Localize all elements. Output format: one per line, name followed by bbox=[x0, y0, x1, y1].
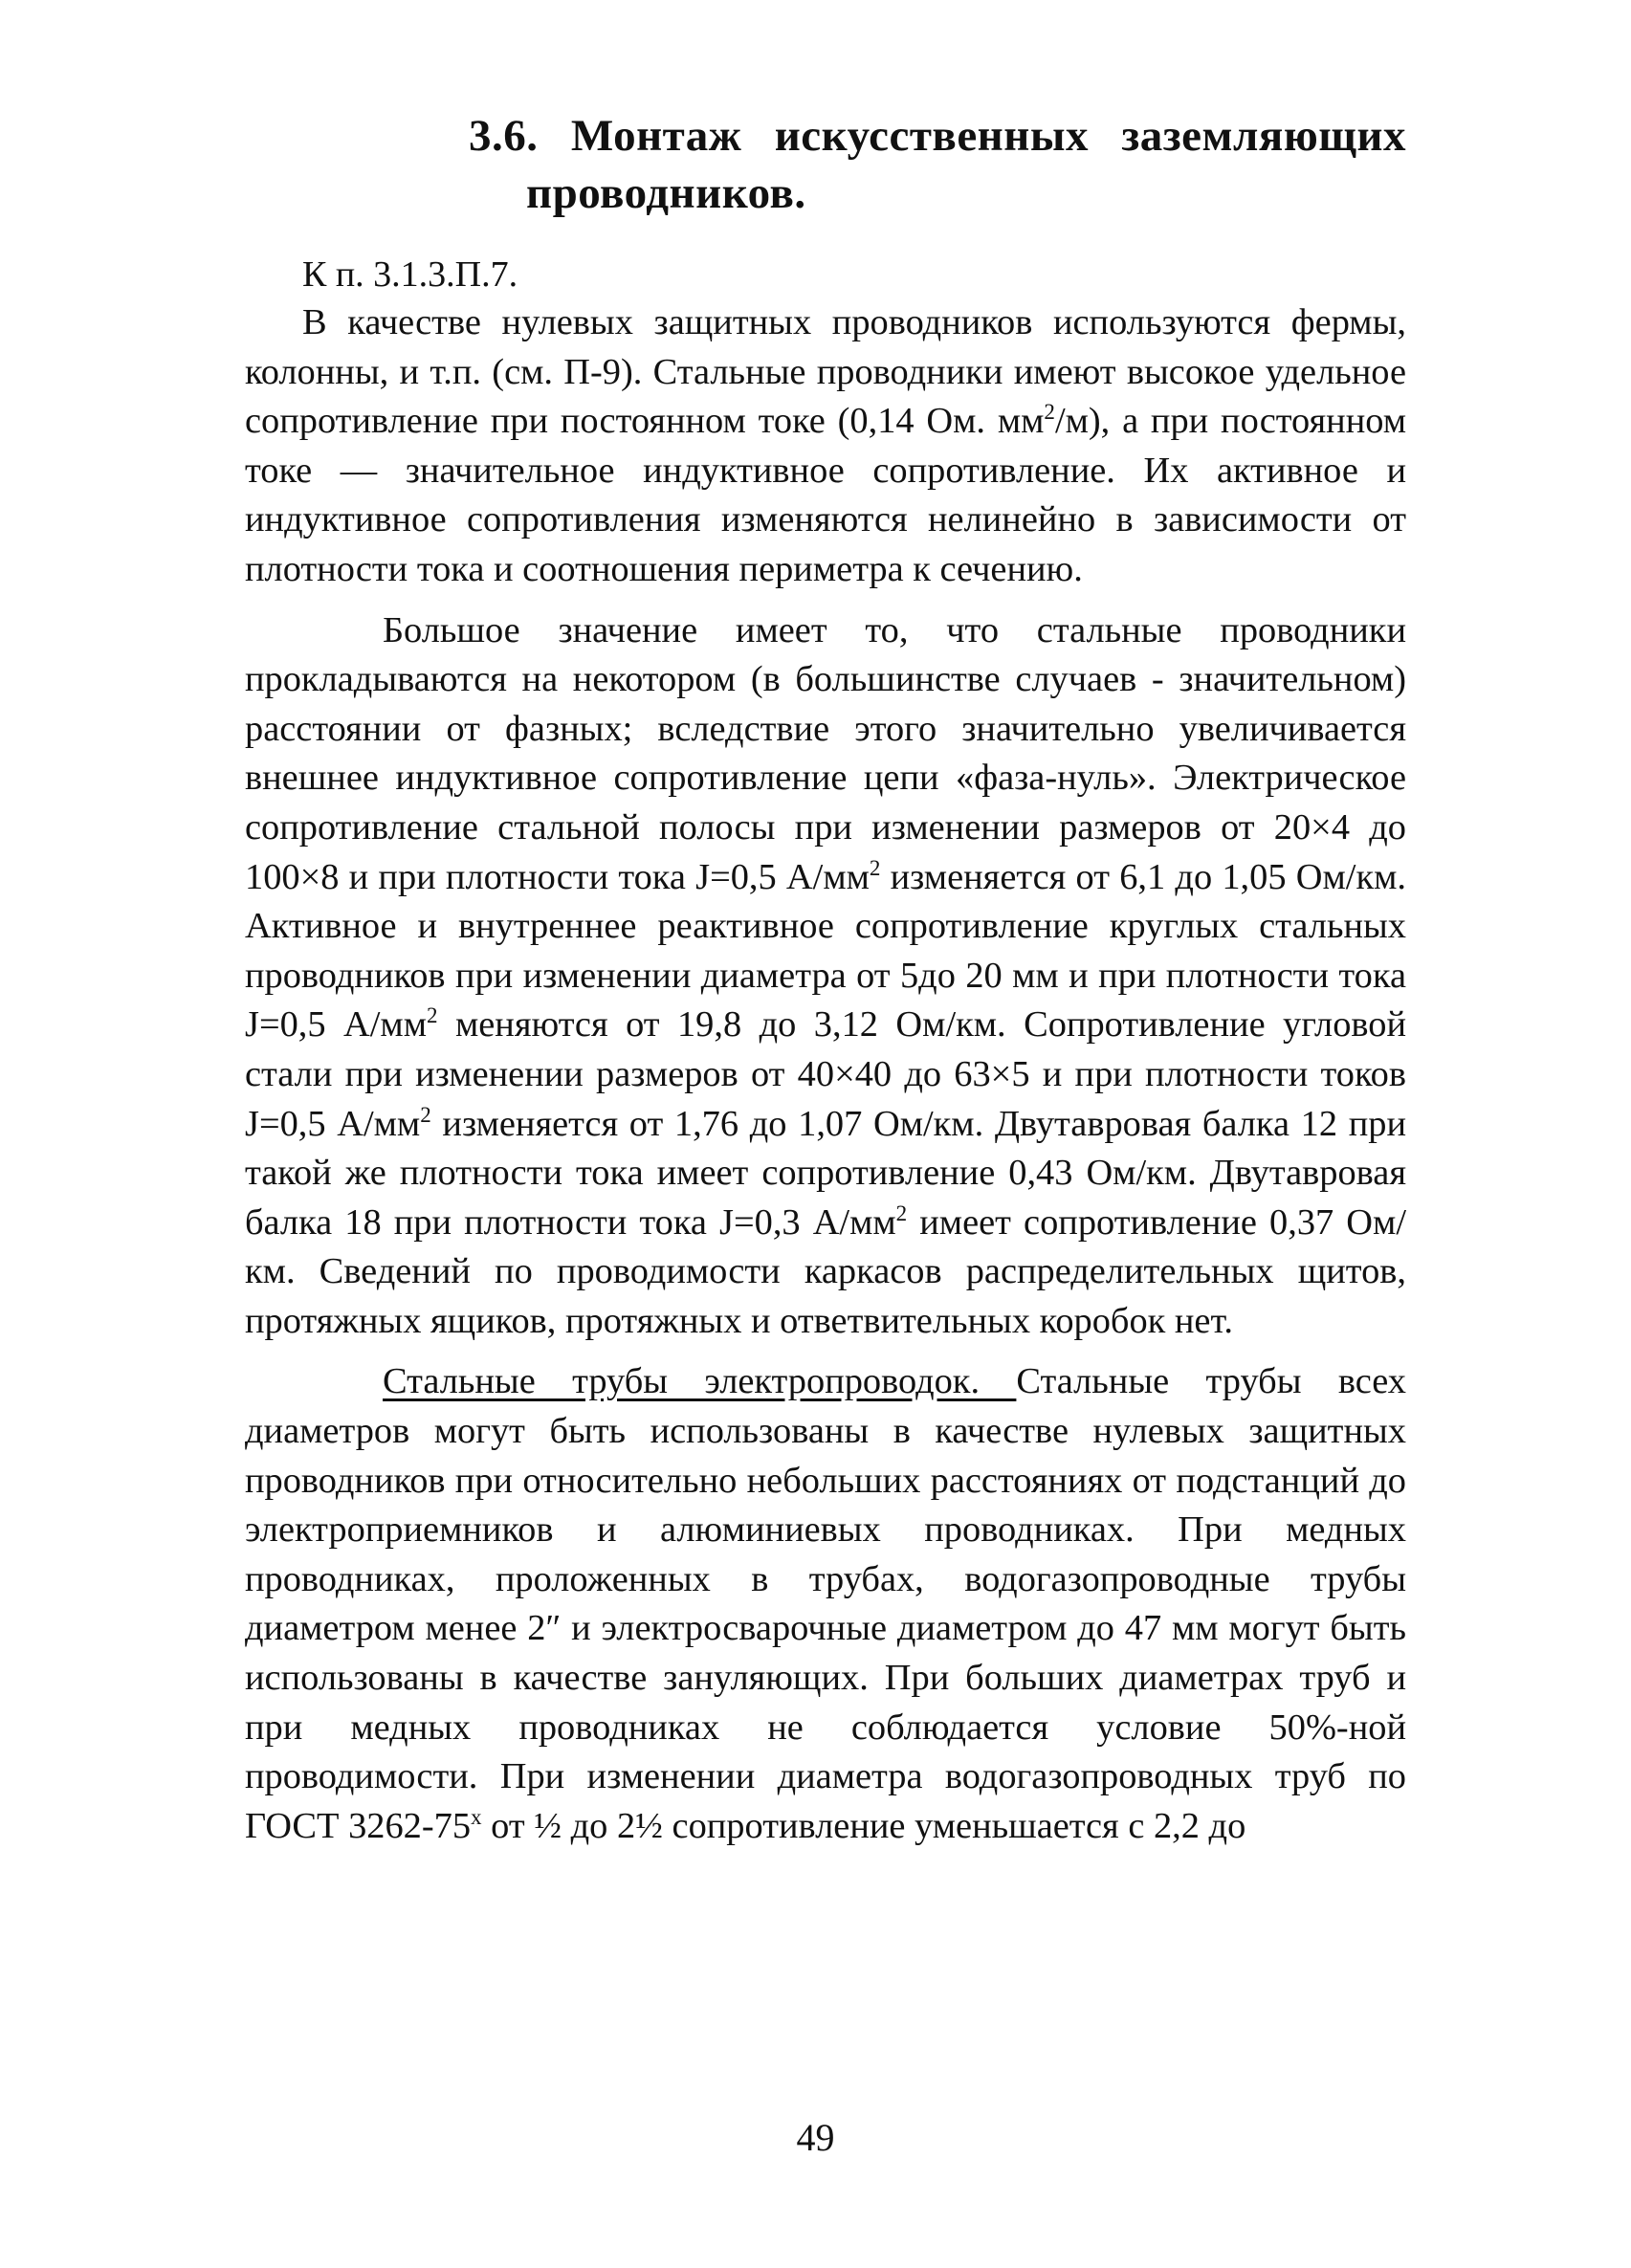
heading-word-3: заземляющих bbox=[1121, 111, 1406, 161]
paragraph-1-text-a: В качестве нулевых защитных проводников используются фермы, колонны, и т.п. (см. П-9). Стальные проводники имеют высокое удельное сопротивление при постоянном токе (0,14 Ом. мм bbox=[245, 302, 1406, 442]
superscript: 2 bbox=[895, 1200, 908, 1225]
paragraph-3-text-b: от ½ до 2½ сопротивление уменьшается с 2,2 до bbox=[481, 1805, 1246, 1846]
paragraph-2-text-b: изменяется от 6,1 до 1,05 Ом/км. Активное и внутреннее реактивное сопротивление круглых стальных проводников при изменении диаметра от 5до 20 мм и при плотности тока J=0,5 А/мм bbox=[245, 856, 1406, 1046]
section-number: 3.6. bbox=[469, 111, 539, 161]
paragraph-2 bbox=[245, 606, 1406, 1347]
paragraph-2-text-c: меняются от 19,8 до 3,12 Ом/км. Сопротивление угловой стали при изменении размеров от 40×40 до 63×5 и при плотности токов J=0,5 А/мм bbox=[245, 1004, 1406, 1144]
body-text bbox=[245, 298, 1406, 1851]
superscript: 2 bbox=[869, 854, 881, 880]
paragraph-1 bbox=[245, 298, 1406, 595]
clause-reference: К п. 3.1.3.П.7. bbox=[302, 254, 518, 295]
superscript: 2 bbox=[1044, 399, 1055, 425]
paragraph-3-text-a: Стальные трубы всех диаметров могут быть использованы в качестве нулевых защитных проводников при относительно небольших расстояниях от подстанций до электроприемников и алюминиевых проводниках. При медных проводниках, проложенных в трубах, водогазопроводные трубы диаметром менее 2″ и электросварочные диаметром до 47 мм могут быть использованы в качестве зануляющих. При больших диаметрах труб и при медных проводниках не соблюдается условие 50%-ной проводимости. При изменении диаметра водогазопроводных труб по ГОСТ 3262-75 bbox=[245, 1361, 1406, 1846]
paragraph-3 bbox=[245, 1357, 1406, 1851]
superscript: 2 bbox=[427, 1002, 438, 1028]
paragraph-2-text-e: имеет сопротивление 0,37 Ом/км. Сведений по проводимости каркасов распределительных щитов, протяжных ящиков, протяжных и ответвительных коробок нет. bbox=[245, 1201, 1406, 1341]
section-heading-line2: проводников. bbox=[526, 168, 806, 218]
section-heading bbox=[469, 107, 1406, 222]
page-number: 49 bbox=[796, 2116, 835, 2159]
superscript: 2 bbox=[420, 1101, 431, 1127]
paragraph-1-text-b: /м), а при постоянном токе — значительное индуктивное сопротивление. Их активное и индуктивное сопротивления изменяются нелинейно в зависимости от плотности тока и соотношения периметра к сечению. bbox=[245, 401, 1407, 589]
heading-word-1: Монтаж bbox=[570, 111, 742, 161]
paragraph-2-text-d: изменяется от 1,76 до 1,07 Ом/км. Двутавровая балка 12 при такой же плотности тока имеет сопротивление 0,43 Ом/км. Двутавровая балка 18 при плотности тока J=0,3 А/мм bbox=[245, 1103, 1407, 1243]
heading-word-2: искусственных bbox=[774, 111, 1090, 161]
subsection-title-underlined: Стальные трубы электропроводок. bbox=[383, 1361, 1017, 1402]
section-heading-line1 bbox=[469, 107, 1406, 165]
superscript: x bbox=[471, 1804, 482, 1830]
paragraph-2-text-a: Большое значение имеет то, что стальные проводники прокладываются на некотором (в большинстве случаев - значительном) расстоянии от фазных; вследствие этого значительно увеличивается внешнее индуктивное сопротивление цепи «фаза-нуль». Электрическое сопротивление стальной полосы при изменении размеров от 20×4 до 100×8 и при плотности тока J=0,5 А/мм bbox=[245, 609, 1406, 897]
